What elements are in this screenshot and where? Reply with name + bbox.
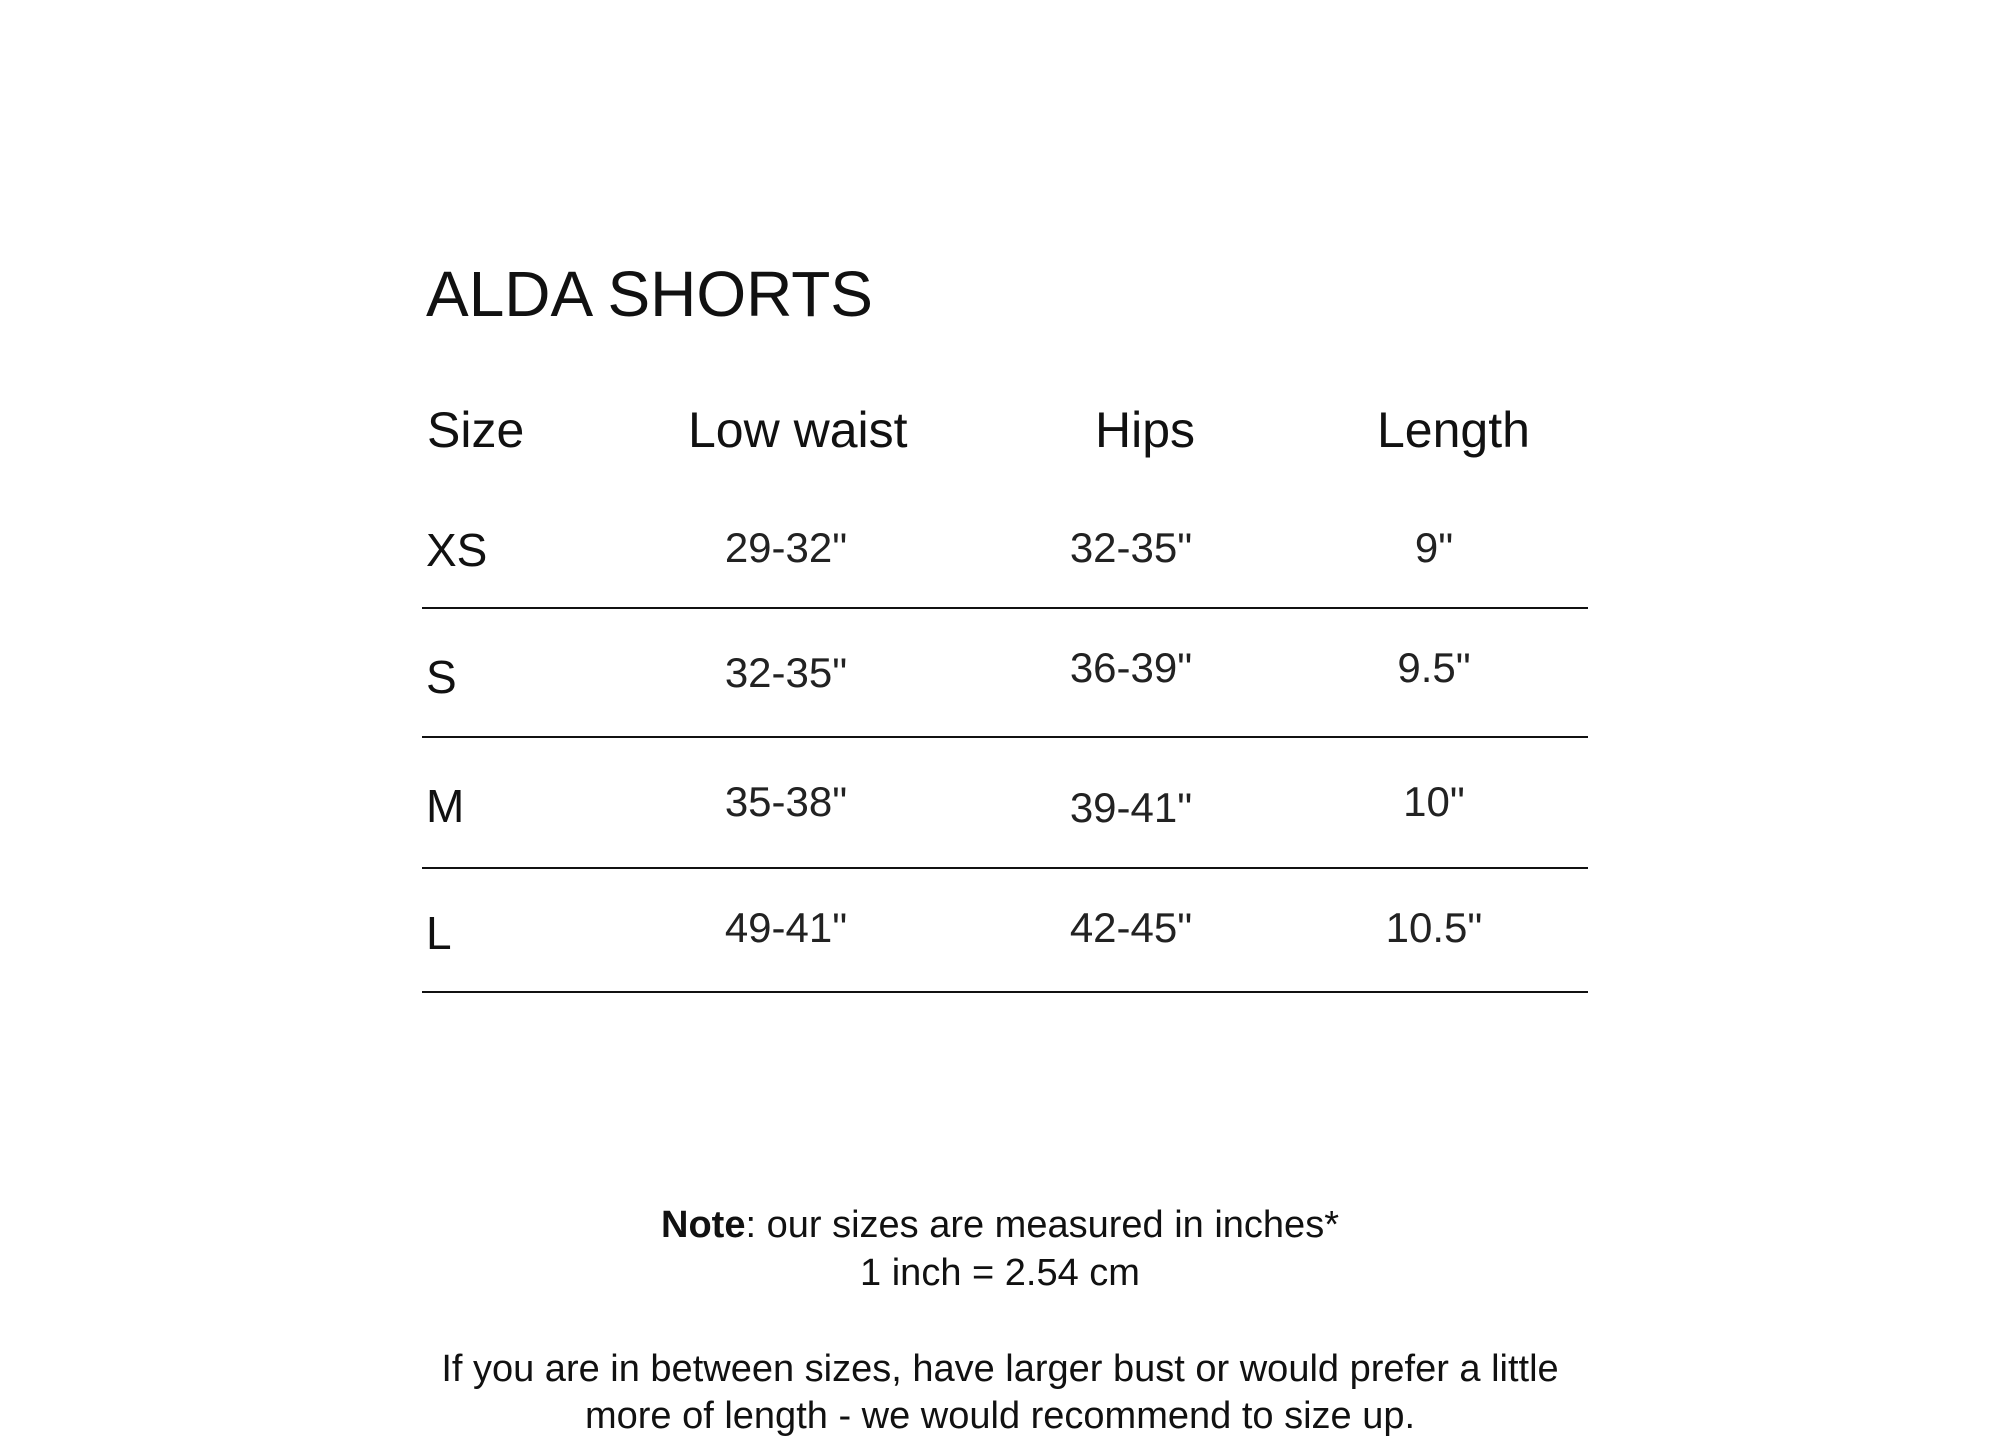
row-divider — [422, 991, 1588, 993]
note-text: : our sizes are measured in inches* — [745, 1204, 1339, 1246]
m-low-waist: 35-38" — [724, 778, 848, 825]
l-hips: 42-45" — [1069, 904, 1193, 951]
s-length: 9.5" — [1397, 644, 1471, 691]
size-xs: XS — [426, 524, 488, 576]
m-length: 10" — [1403, 778, 1465, 825]
xs-length: 9" — [1414, 524, 1454, 571]
xs-low-waist: 29-32" — [724, 524, 848, 571]
size-advice-line-2: more of length - we would recommend to size up. — [584, 1395, 1416, 1437]
m-hips: 39-41" — [1069, 784, 1193, 831]
column-header-low-waist: Low waist — [688, 402, 908, 458]
s-low-waist: 32-35" — [724, 649, 848, 696]
row-divider — [422, 736, 1588, 738]
s-hips: 36-39" — [1069, 644, 1193, 691]
column-header-hips: Hips — [1095, 402, 1196, 458]
l-length: 10.5" — [1385, 904, 1483, 951]
measurement-note — [0, 1206, 2000, 1244]
size-advice-line-1: If you are in between sizes, have larger bust or would prefer a little — [441, 1348, 1559, 1390]
size-l: L — [426, 907, 452, 959]
row-divider — [422, 867, 1588, 869]
column-header-size: Size — [427, 402, 525, 458]
l-low-waist: 49-41" — [724, 904, 848, 951]
xs-hips: 32-35" — [1069, 524, 1193, 571]
conversion-note: 1 inch = 2.54 cm — [860, 1252, 1140, 1294]
note-label: Note — [661, 1204, 746, 1246]
size-m: M — [426, 780, 465, 832]
row-divider — [422, 607, 1588, 609]
size-s: S — [426, 651, 457, 703]
page-title: ALDA SHORTS — [426, 258, 873, 330]
column-header-length: Length — [1377, 402, 1530, 458]
